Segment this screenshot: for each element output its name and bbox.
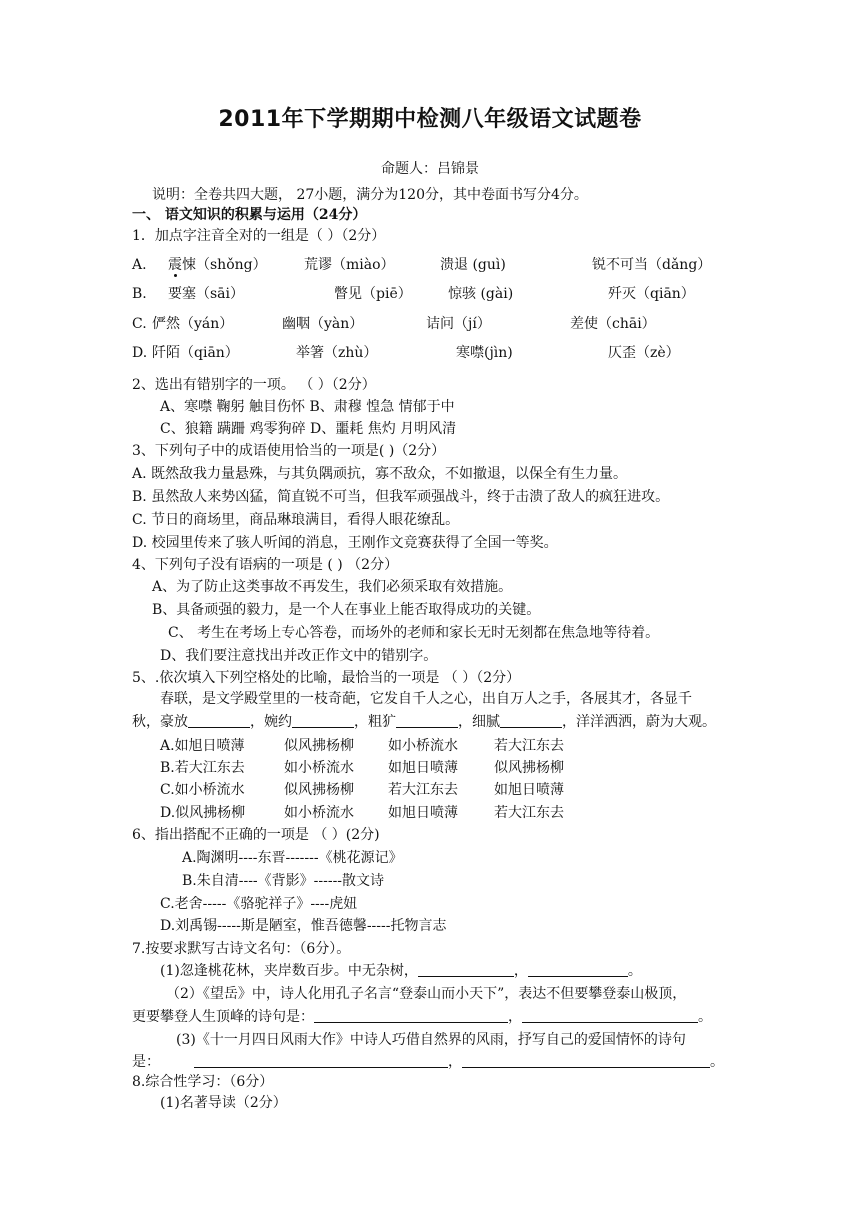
passage-text: ，细腻 xyxy=(458,714,500,730)
q3-option-a: A. 既然敌我力量悬殊，与其负隅顽抗，寡不敌众，不如撤退，以保全有生力量。 xyxy=(132,466,628,482)
q5-option-c-4: 如旭日喷薄 xyxy=(494,782,564,798)
q4-option-b: B、具备顽强的毅力，是一个人在事业上能否取得成功的关键。 xyxy=(152,602,541,618)
sentence-text: 是： xyxy=(132,1054,160,1070)
option-label: A. xyxy=(132,257,147,273)
q7-stem: 7.按要求默写古诗文名句：（6分）。 xyxy=(132,941,351,957)
fill-blank[interactable] xyxy=(462,1053,710,1068)
q1-a-item1: 震悚（shǒng） xyxy=(168,257,267,273)
q1-d-item3: 寒噤(jìn) xyxy=(456,345,513,361)
fill-blank[interactable] xyxy=(418,962,514,977)
passage-text: ，洋洋洒洒，蔚为大观。 xyxy=(562,714,716,730)
q7-sentence-2-line2 xyxy=(132,1008,712,1026)
q1-option-c: C. xyxy=(132,316,147,332)
q1-b-item3: 惊骇 (gài) xyxy=(448,286,514,302)
q3-option-b: B. 虽然敌人来势凶猛，简直锐不可当，但我军顽强战斗，终于击溃了敌人的疯狂进攻。 xyxy=(132,489,670,505)
fill-blank[interactable] xyxy=(500,713,562,728)
q1-d-item4: 仄歪（zè） xyxy=(608,345,680,361)
q8-stem: 8.综合性学习：（6分） xyxy=(132,1074,274,1090)
q3-option-d: D. 校园里传来了骇人听闻的消息，王刚作文竞赛获得了全国一等奖。 xyxy=(132,535,558,551)
passage-text: ，粗犷 xyxy=(354,714,396,730)
q7-sentence-3-line1: (3)《十一月四日风雨大作》中诗人巧借自然界的风雨，抒写自己的爱国情怀的诗句 xyxy=(176,1032,686,1048)
sentence-text: ， xyxy=(508,1009,522,1025)
q5-option-c-1: C.如小桥流水 xyxy=(160,782,245,798)
fill-blank[interactable] xyxy=(528,962,628,977)
q1-d-item2: 举箸（zhù） xyxy=(296,345,378,361)
q1-c-item4: 差使（chāi） xyxy=(570,316,656,332)
q5-option-d-2: 如小桥流水 xyxy=(284,805,354,821)
q6-option-d: D.刘禹锡-----斯是陋室，惟吾德馨-----托物言志 xyxy=(160,918,447,934)
q1-a-item4: 锐不可当（dǎng） xyxy=(592,257,712,273)
q5-passage-line2 xyxy=(132,713,716,731)
q5-option-d-1: D.似风拂杨柳 xyxy=(160,805,246,821)
q5-option-a-2: 似风拂杨柳 xyxy=(284,738,354,754)
q4-option-c: C、 考生在考场上专心答卷，而场外的老师和家长无时无刻都在焦急地等待着。 xyxy=(168,625,660,641)
q4-stem: 4、下列句子没有语病的一项是 ( ) （2分） xyxy=(132,557,399,573)
q1-a-item2: 荒谬（miào） xyxy=(304,257,395,273)
section-1-heading: 一、 语文知识的积累与运用（24分） xyxy=(132,207,367,223)
q4-option-d: D、我们要注意找出并改正作文中的错别字。 xyxy=(160,648,438,664)
q5-option-b-2: 如小桥流水 xyxy=(284,760,354,776)
q5-option-a-3: 如小桥流水 xyxy=(388,738,458,754)
page-title: 2011年下学期期中检测八年级语文试题卷 xyxy=(218,107,642,132)
q5-option-a-4: 若大江东去 xyxy=(494,738,564,754)
q6-option-a: A.陶渊明----东晋-------《桃花源记》 xyxy=(182,850,403,866)
q5-option-d-3: 如旭日喷薄 xyxy=(388,805,458,821)
q1-stem: 1．加点字注音全对的一组是（ ）（2分） xyxy=(132,228,386,244)
fill-blank[interactable] xyxy=(292,713,354,728)
q1-c-item2: 幽咽（yàn） xyxy=(282,316,364,332)
q3-option-c: C. 节日的商场里，商品琳琅满目，看得人眼花缭乱。 xyxy=(132,512,460,528)
q1-c-item3: 诘问（jí） xyxy=(426,316,491,332)
q8-sub-1: (1)名著导读（2分） xyxy=(160,1095,287,1111)
q1-option-d: D. xyxy=(132,345,148,361)
passage-text: 秋，豪放 xyxy=(132,714,188,730)
q5-option-b-1: B.若大江东去 xyxy=(160,760,245,776)
q1-c-item1: 俨然（yán） xyxy=(152,316,234,332)
q1-a-item3: 溃退 (guì) xyxy=(440,257,506,273)
instructions: 说明：全卷共四大题， 27小题，满分为120分，其中卷面书写分4分。 xyxy=(152,187,588,203)
fill-blank[interactable] xyxy=(314,1008,508,1023)
q5-option-b-3: 如旭日喷薄 xyxy=(388,760,458,776)
q4-option-a: A、为了防止这类事故不再发生，我们必须采取有效措施。 xyxy=(152,579,513,595)
q5-passage-line1: 春联，是文学殿堂里的一枝奇葩，它发自千人之心，出自万人之手，各展其才，各显千 xyxy=(160,691,692,707)
q7-sentence-2-line1: （2）《望岳》中，诗人化用孔子名言“登泰山而小天下”，表达不但要攀登泰山极顶， xyxy=(166,986,687,1002)
sentence-text: 。 xyxy=(627,963,642,979)
q3-stem: 3、下列句子中的成语使用恰当的一项是( )（2分） xyxy=(132,443,446,459)
q5-stem: 5、.依次填入下列空格处的比喻，最恰当的一项是 （ ）（2分） xyxy=(132,670,521,686)
q5-option-c-2: 似风拂杨柳 xyxy=(284,782,354,798)
passage-text: ，婉约 xyxy=(250,714,292,730)
q1-b-item1: 要塞（sāi） xyxy=(168,286,245,302)
q6-stem: 6、指出搭配不正确的一项是 （ ）(2分) xyxy=(132,827,380,843)
q2-stem: 2、选出有错别字的一项。 （ ）（2分） xyxy=(132,377,376,393)
q6-option-b: B.朱自清----《背影》------散文诗 xyxy=(182,873,385,889)
q5-option-a-1: A.如旭日喷薄 xyxy=(160,738,245,754)
q5-option-c-3: 若大江东去 xyxy=(388,782,458,798)
fill-blank[interactable] xyxy=(396,713,458,728)
q7-sentence-3-line2 xyxy=(132,1053,724,1071)
q7-sentence-1 xyxy=(160,962,642,980)
sentence-text: (1)忽逢桃花林，夹岸数百步。中无杂树， xyxy=(160,963,418,979)
q5-option-b-4: 似风拂杨柳 xyxy=(494,760,564,776)
sentence-text: ， xyxy=(448,1054,462,1070)
q2-row-1: A、寒噤 鞠躬 触目伤怀 B、肃穆 惶急 情郁于中 xyxy=(160,399,455,415)
sentence-text: 更要攀登人生顶峰的诗句是： xyxy=(132,1009,314,1025)
q6-option-c: C.老舍-----《骆驼祥子》----虎妞 xyxy=(160,896,358,912)
q1-b-item4: 歼灭（qiān） xyxy=(608,286,695,302)
q1-b-item2: 瞥见（piē） xyxy=(334,286,412,302)
author-line: 命题人：吕锦景 xyxy=(381,161,479,177)
q2-row-2: C、狼籍 蹒跚 鸡零狗碎 D、噩耗 焦灼 月明风清 xyxy=(160,421,457,437)
q1-d-item1: 阡陌（qiān） xyxy=(152,345,239,361)
sentence-text: 。 xyxy=(710,1054,724,1070)
fill-blank[interactable] xyxy=(522,1008,698,1023)
fill-blank[interactable] xyxy=(194,1053,448,1068)
sentence-text: 。 xyxy=(698,1009,712,1025)
q1-a-item-text: 悚（shǒng） xyxy=(182,257,267,273)
q5-option-d-4: 若大江东去 xyxy=(494,805,564,821)
q1-option-b: B. xyxy=(132,286,147,302)
fill-blank[interactable] xyxy=(188,713,250,728)
sentence-text: ， xyxy=(513,963,528,979)
q1-option-a xyxy=(132,256,147,274)
